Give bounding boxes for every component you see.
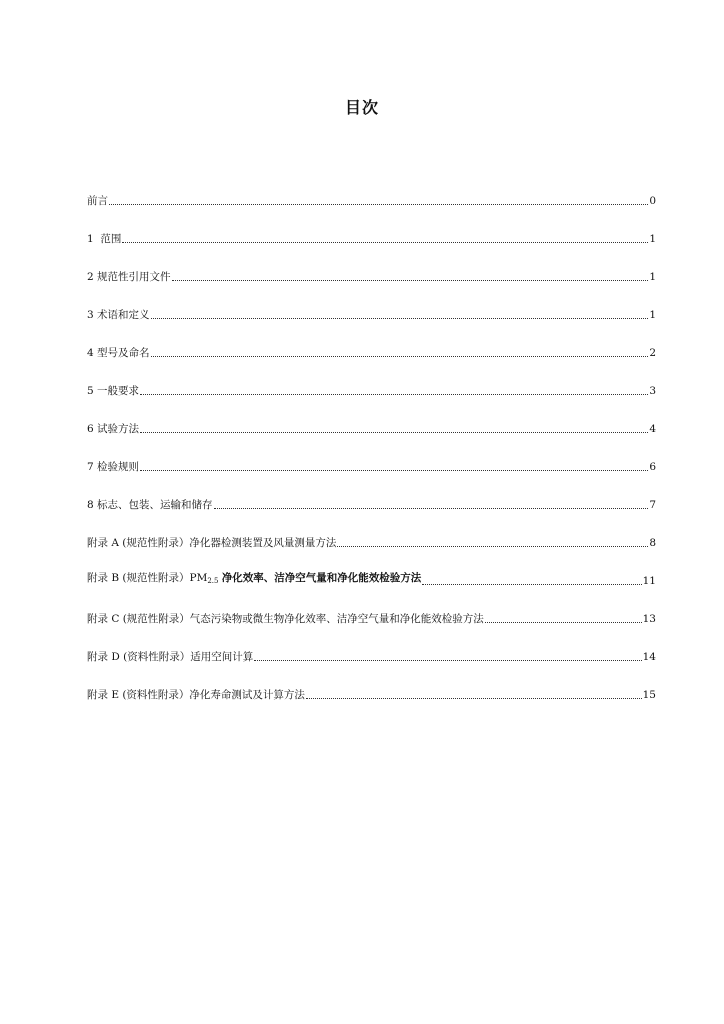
toc-entry-label: 附录 D (资料性附录）适用空间计算 (87, 651, 254, 663)
toc-entry-appendix-e[interactable] (87, 667, 656, 705)
toc-entry-label: 4 型号及命名 (87, 347, 150, 359)
toc-entry-foreword[interactable] (87, 173, 656, 211)
dot-leader (422, 583, 641, 585)
toc-entry-label (87, 568, 421, 591)
dot-leader (109, 203, 648, 205)
appendix-prefix: 附录 B (规范性附录） (87, 572, 190, 584)
toc-page-number: 15 (642, 689, 656, 701)
pm-text: PM (189, 572, 208, 584)
toc-entry-scope[interactable] (87, 211, 656, 249)
toc-page-number: 3 (649, 385, 656, 397)
toc-entry-label: 1 范围 (87, 233, 122, 245)
dot-leader (337, 545, 648, 547)
toc-entry-appendix-c[interactable] (87, 591, 656, 629)
toc-page-number: 8 (649, 537, 656, 549)
toc-entry-appendix-a[interactable] (87, 515, 656, 553)
toc-page-number: 0 (649, 195, 656, 207)
dot-leader (151, 355, 649, 357)
toc-entry-label: 8 标志、包装、运输和储存 (87, 499, 213, 511)
dot-leader (172, 279, 649, 281)
dot-leader (122, 241, 648, 243)
toc-page-number: 2 (649, 347, 656, 359)
toc-entry-label: 7 检验规则 (87, 461, 140, 473)
appendix-title: 净化效率、洁净空气量和净化能效检验方法 (221, 572, 422, 584)
dot-leader (140, 431, 648, 433)
toc-page-number: 1 (649, 271, 656, 283)
toc-entry-label: 前言 (87, 195, 108, 207)
toc-entry-marking-packaging[interactable] (87, 477, 656, 515)
toc-page-number: 13 (642, 613, 656, 625)
dot-leader (151, 317, 649, 319)
toc-entry-label: 附录 C (规范性附录）气态污染物或微生物净化效率、洁净空气量和净化能效检验方法 (87, 613, 484, 625)
pm-subscript: 2.5 (207, 577, 219, 585)
toc-entry-test-methods[interactable] (87, 401, 656, 439)
toc-entry-terms[interactable] (87, 287, 656, 325)
toc-entry-label: 3 术语和定义 (87, 309, 150, 321)
toc-entry-label: 附录 E (资料性附录）净化寿命测试及计算方法 (87, 689, 305, 701)
toc-page-number: 4 (649, 423, 656, 435)
toc-entry-label: 附录 A (规范性附录）净化器检测装置及风量测量方法 (87, 537, 337, 549)
table-of-contents (87, 173, 656, 705)
toc-page-number: 11 (642, 575, 656, 587)
dot-leader (214, 507, 649, 509)
toc-page-number: 1 (649, 309, 656, 321)
toc-page-number: 14 (642, 651, 656, 663)
toc-entry-general-requirements[interactable] (87, 363, 656, 401)
toc-entry-appendix-d[interactable] (87, 629, 656, 667)
dot-leader (254, 659, 641, 661)
dot-leader (306, 697, 642, 699)
toc-entry-normative-references[interactable] (87, 249, 656, 287)
toc-page-number: 6 (649, 461, 656, 473)
toc-entry-label: 5 一般要求 (87, 385, 140, 397)
dot-leader (485, 621, 642, 623)
toc-entry-label: 2 规范性引用文件 (87, 271, 171, 283)
toc-page-number: 7 (649, 499, 656, 511)
toc-entry-inspection-rules[interactable] (87, 439, 656, 477)
toc-entry-label: 6 试验方法 (87, 423, 140, 435)
dot-leader (140, 469, 648, 471)
page-title: 目次 (344, 98, 379, 117)
toc-page-number: 1 (649, 233, 656, 245)
toc-entry-model-naming[interactable] (87, 325, 656, 363)
toc-entry-appendix-b[interactable] (87, 553, 656, 591)
dot-leader (140, 393, 648, 395)
